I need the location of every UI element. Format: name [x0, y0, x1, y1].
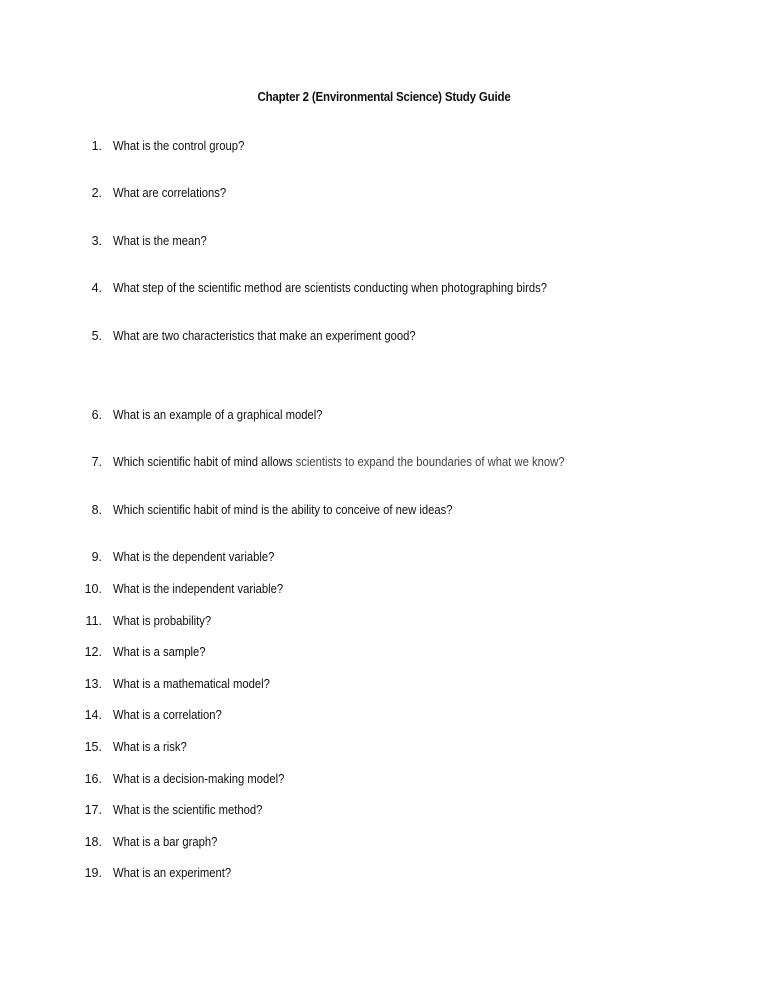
- question-text: What is a risk?: [113, 740, 187, 754]
- question-text: What is the independent variable?: [113, 582, 284, 596]
- question-text: What is a bar graph?: [113, 835, 218, 849]
- question-text: What is a correlation?: [113, 708, 222, 722]
- question-number: 19.: [84, 866, 102, 880]
- question-text-part2: scientists to expand the boundaries of what we know?: [292, 455, 565, 469]
- question-number: 4.: [91, 281, 102, 295]
- question-number: 2.: [91, 186, 102, 200]
- question-number: 3.: [91, 234, 102, 248]
- question-number: 5.: [91, 329, 102, 343]
- question-number: 18.: [84, 835, 102, 849]
- question-number: 9.: [91, 550, 102, 564]
- question-text: What is a decision-making model?: [113, 772, 285, 786]
- question-text: What is a mathematical model?: [113, 677, 270, 691]
- question-number: 8.: [91, 503, 102, 517]
- question-text: What is an example of a graphical model?: [113, 408, 323, 422]
- question-number: 14.: [84, 708, 102, 722]
- question-text: What is the dependent variable?: [113, 550, 275, 564]
- question-number: 10.: [84, 582, 102, 596]
- question-text: What are correlations?: [113, 186, 227, 200]
- question-text: What are two characteristics that make an experiment good?: [113, 329, 416, 343]
- question-number: 12.: [84, 645, 102, 659]
- question-text: Which scientific habit of mind is the ability to conceive of new ideas?: [113, 503, 453, 517]
- question-text: [113, 453, 564, 471]
- question-text-part1: Which scientific habit of mind allows: [113, 455, 293, 469]
- question-number: 17.: [84, 803, 102, 817]
- question-number: 1.: [91, 139, 102, 153]
- question-number: 15.: [84, 740, 102, 754]
- question-text: What is a sample?: [113, 645, 206, 659]
- question-number: 13.: [84, 677, 102, 691]
- question-number: 11.: [85, 614, 102, 628]
- document-title: Chapter 2 (Environmental Science) Study Guide: [257, 90, 511, 104]
- question-text: What is an experiment?: [113, 866, 232, 880]
- question-number: 7.: [91, 455, 102, 469]
- question-text: What is probability?: [113, 614, 212, 628]
- question-text: What step of the scientific method are scientists conducting when photographing birds?: [113, 281, 548, 295]
- question-text: What is the scientific method?: [113, 803, 263, 817]
- question-text: What is the control group?: [113, 139, 245, 153]
- question-text: What is the mean?: [113, 234, 207, 248]
- question-number: 16.: [84, 772, 102, 786]
- question-number: 6.: [91, 408, 102, 422]
